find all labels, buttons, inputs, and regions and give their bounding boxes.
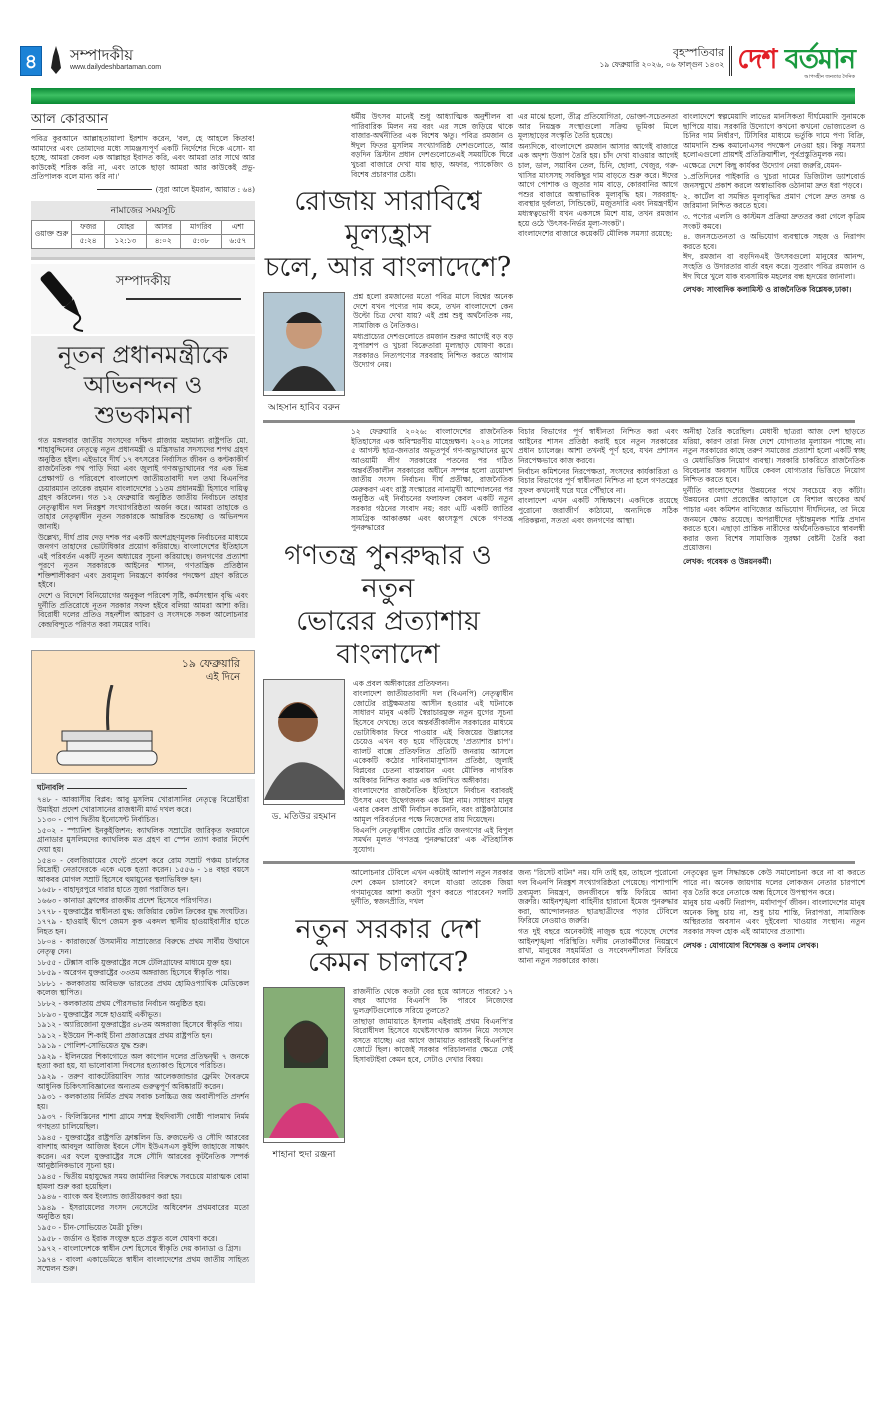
article-2-lead xyxy=(263,427,513,855)
editorial-label: সম্পাদকীয় xyxy=(116,273,171,289)
quran-verse: পবিত্র কুরআনে আল্লাহতায়ালা ইরশাদ করেন, 'বল, হে আহলে কিতাব! আমাদের এবং তোমাদের মধ্যে সামঞ্জস্যপূর্ণ একটি নির্দেশের দিকে এসো- যা হচ্ছে, আমরা কেবল এক আল্লাহর ইবাদত করি, এবং আমরা তার সাথে আর কাউকেই শরিক করি না, এবং তাকে ছাড়া আমরা আর কাউকেই প্রভু-প্রতিপালক বলে মান্য করি না।' xyxy=(31,134,255,182)
author-name: ড. মতিউর রহমান xyxy=(271,811,337,822)
section-title: সম্পাদকীয় xyxy=(70,46,134,64)
author-box xyxy=(263,292,345,414)
article-2-headline xyxy=(263,539,513,671)
event-item: ১৯৭২ - বাংলাদেশকে স্বাধীন দেশ হিসেবে স্বীকৃতি দেয় কানাডা ও গ্রিস। xyxy=(37,1244,241,1254)
this-day-label: এই দিনে xyxy=(205,672,240,684)
quran-section-title: আল কোরআন xyxy=(31,112,108,130)
paragraph: উল্লেখ্য, দীর্ঘ প্রায় দেড় দশক পর একটি অংশগ্রহণমূলক নির্বাচনের মাধ্যমে জনগণ তাহাদের ভোটাধিকার প্রয়োগ করিয়াছে। বাংলাদেশের ইতিহাসে এই পরিবর্তন একটি নূতন অধ্যায়ের সূচনা করিয়াছে। জনগণের প্রত্যাশা পূরণে নূতন সরকারকে আইনের শাসন, গণতান্ত্রিক প্রতিষ্ঠান শক্তিশালীকরণ এবং দ্রব্যমূল্য নিয়ন্ত্রণে কার্যকর পদক্ষেপ গ্রহণ করিতে হইবে। xyxy=(38,532,248,590)
article-3 xyxy=(263,864,865,1166)
event-item: ১৭৭৯ - হাওয়াই দ্বীপে জেমস কুক একদল স্থানীয় হাওয়াইবাসীর হাতে নিহত হন। xyxy=(37,917,249,936)
author-name: আহসান হাবিব বরুন xyxy=(267,403,341,414)
quran-reference: (সুরা আলে ইমরান, আয়াত : ৬৪) xyxy=(31,185,255,195)
events-list xyxy=(31,779,255,1283)
editorial-label-banner xyxy=(31,264,255,334)
paragraph: জন্য "রিসেট বাটন" নয়। যদি তাই হয়, তাহলে পুরোনো দল বিএনপি নিরঙ্কুশ সংখ্যাগরিষ্ঠতা পেয়েছে। পাশাপাশি দ্রব্যমূল্য নিয়ন্ত্রণ, জনজীবনে স্বস্তি ফিরিয়ে আনা জরুরি। আইনশৃঙ্খলা বাহিনীর হারানো ইমেজ পুনরুদ্ধার করা, আন্দোলনরত ছাত্রছাত্রীদের পড়ার টেবিলে ফিরিয়ে নেওয়াও জরুরি। xyxy=(518,868,678,926)
author-name: শাহানা হুদা রঞ্জনা xyxy=(272,1149,336,1160)
paragraph: বিএনপি নেতৃত্বাধীন জোটের প্রতি জনগণের এই বিপুল সমর্থন মূলত 'গণতন্ত্র পুনরুদ্ধারের' এক ঐতিহাসিক সুযোগ। xyxy=(353,825,513,854)
article-1-headline xyxy=(263,185,513,284)
paragraph: ২. কার্টেল বা সমন্বিত মূল্যবৃদ্ধির প্রমাণ পেলে দ্রুত তদন্ত ও জরিমানা নিশ্চিত করতে হবে। xyxy=(683,191,865,211)
paragraph: এক্ষেত্রে দেশে কিছু কার্যকর উদ্যোগ নেয়া জরুরি,যেমন- xyxy=(683,160,842,170)
this-day-date: ১৯ ফেব্রুয়ারি xyxy=(181,657,240,671)
author-byline: লেখক: সাংবাদিক কলামিস্ট ও রাজনৈতিক বিশ্লেষক,ঢাকা। xyxy=(683,285,852,295)
article-3-headline xyxy=(263,913,513,979)
prayer-time: ৬:৫৭ xyxy=(221,234,254,248)
event-item: ১৯১২ - অ্যারিজোনা যুক্তরাষ্ট্রের ৪৮তম অঙ্গরাজ্য হিসেবে স্বীকৃতি পায়। xyxy=(37,1020,243,1030)
paragraph: ধর্মীয় উৎসব মানেই শুধু আধ্যাত্মিক অনুশীলন বা পারিবারিক মিলন নয় বরং এর সঙ্গে জড়িয়ে থাকে বাজার-অর্থনীতির এক বিশেষ ঋতু। পবিত্র রমজান ও ঈদুল ফিতর মুসলিম সংখ্যাগরিষ্ঠ দেশগুলোতে, আর বড়দিন খ্রিস্টান প্রধান দেশগুলোতেএই সময়টিকে ঘিরে খুচরা বাজারে দেখা যায় ছাড়, অফার, প্যাকেজিং ও বিশেষ প্রচারণার চেষ্টা। xyxy=(351,112,513,179)
event-item: ১৭৭৮ - যুক্তরাষ্ট্রের স্বাধীনতা যুদ্ধ: জর্জিয়ার কেটল ক্রিকের যুদ্ধ সংঘটিত। xyxy=(37,906,248,916)
events-list-title: ঘটনাবলি xyxy=(37,783,249,793)
headline-line: নতুন সরকার দেশ xyxy=(295,913,481,945)
prayer-time: ১২:১৩ xyxy=(105,234,146,248)
main-content xyxy=(263,108,865,1167)
paragraph: প্রশ্ন হলো রমজানের মতো পবিত্র মাসে বিশ্বের অনেক দেশে যখন পণ্যের দাম কমে, তখন বাংলাদেশে কেন উল্টো চিত্র দেখা যায়? এই প্রশ্ন শুধু অর্থনৈতিক নয়, সামাজিক ও নৈতিকও। xyxy=(353,292,513,330)
fountain-pen-icon xyxy=(39,267,99,333)
author-byline: লেখক : যোগাযোগ বিশেষজ্ঞ ও কলাম লেখক। xyxy=(683,940,819,950)
event-item: ১৬৫৮ - বাহাদুরপুরে দারার হাতে সুজা পরাজিত হন। xyxy=(37,885,189,895)
event-item: ১৮৮১ - কলকাতায় অবিভক্ত ভারতের প্রথম হোমিওপ্যাথিক মেডিকেল কলেজ স্থাপিত। xyxy=(37,978,249,998)
paragraph: এক প্রবল অঙ্গীকারের প্রতিফলন। xyxy=(353,678,449,688)
prayer-schedule xyxy=(31,201,255,260)
author-photo xyxy=(263,679,345,805)
author-photo xyxy=(263,292,345,396)
paragraph: গত দুই বছরে অনেকটাই নাজুক হয়ে পড়েছে দেশের আইনশৃঙ্খলা পরিস্থিতি। দলীয় নেতাকর্মীদের নিয়ন্ত্রণে রাখা, মানুষের সহমর্মিতা ও সংবেদনশীলতা ফিরিয়ে আনা নতুন সরকারের কাজ। xyxy=(518,926,678,965)
prayer-time: ৫:৩৮ xyxy=(180,234,221,248)
paragraph: অন্যদিকে, বাংলাদেশে রমজান আসার আগেই বাজারে এক অদৃশ্য উত্তাপ তৈরি হয়। চাঁদ দেখা যাওয়ার আগেই চাল, ডাল, সয়াবিন তেল, চিনি, ছোলা, খেজুর, গরু-খাসির মাংসসহ সবকিছুর দাম বাড়তে শুরু করে। ঈদের আগে পোশাক ও জুতার দাম বাড়ে, কোরবানির আগে পশুর বাজারে অস্বাভাবিক মূল্যবৃদ্ধি হয়। সরবরাহ-ব্যবস্থার দুর্বলতা, সিন্ডিকেট, মজুতদারি এবং নিয়ন্ত্রণহীন মধ্যস্বত্বভোগী যখন একসঙ্গে মিশে যায়, তখন রমজান হয়ে ওঠে 'উৎসব-নির্ভর মূল্য-সংকট'। xyxy=(518,141,678,228)
paragraph: আলোচনার টেবিলে এখন একটাই আলাপ নতুন সরকার দেশ কেমন চালাবে? বদলে যাওয়া তারেক জিয়া গণমানুষের আশা কতটা পূরণ করতে পারবেন? দলটি দুর্নীতি, স্বজনপ্রীতি, দখল xyxy=(351,868,513,907)
divider xyxy=(126,298,241,300)
paragraph: ১২ ফেব্রুয়ারি ২০২৬: বাংলাদেশের রাজনৈতিক ইতিহাসের এক অবিস্মরণীয় মাহেন্দ্রক্ষণ। ২০২৪ সালের ৫ আগস্ট ছাত্র-জনতার অভূতপূর্ব গণ-অভ্যুত্থানের মুখে আওয়ামী লীগ সরকারের পতনের পর গঠিত অন্তর্বর্তীকালীন সরকারের অধীনে সম্পন্ন হলো ত্রয়োদশ জাতীয় সংসদ নির্বাচন। দীর্ঘ প্রতীক্ষা, রাজনৈতিক মেরুকরণ এবং রাষ্ট্র সংস্কারের নানামুখী আন্দোলনের পর অনুষ্ঠিত এই নির্বাচনের ফলাফল কেবল একটি নতুন সরকার গঠনের সংবাদ নয়; বরং এটি একটি জাতির সামগ্রিক আকাঙ্ক্ষা এবং ধ্বংসস্তূপ থেকে গণতন্ত্র পুনরুদ্ধারের xyxy=(351,427,513,533)
green-banner-bar xyxy=(31,88,855,104)
this-day-banner xyxy=(31,650,255,774)
prayer-table xyxy=(31,220,255,249)
paragraph: দেশে ও বিদেশে বিনিয়োগের অনুকূল পরিবেশ সৃষ্টি, কর্মসংস্থান বৃদ্ধি এবং দুর্নীতি প্রতিরোধে নূতন সরকার সফল হইবে বলিয়া আমরা আশা করি। বিরোধী দলের প্রতিও সহনশীল আচরণ ও সংসদকে সকল আলোচনার কেন্দ্রবিন্দুতে পরিণত করা সময়ের দাবি। xyxy=(38,591,248,629)
article-1-lower xyxy=(263,292,513,414)
paragraph: ৪. জনসচেতনতা ও অভিযোগ ব্যবস্থাকে সহজ ও নিরাপদ করতে হবে। xyxy=(683,232,865,251)
author-byline: লেখক: গবেষক ও উন্নয়নকর্মী। xyxy=(683,556,772,566)
page-header xyxy=(20,46,855,82)
paragraph: বাংলাদেশে স্বল্পমেয়াদি লাভের মানসিকতা দীর্ঘমেয়াদি সুনামকে ছাপিয়ে যায়। সরকারি উদ্যোগে কখনো কখনো ভোজ্যতেল ও চিনির দাম নির্ধারণ, টিসিবির মাধ্যমে ভর্তুকি দামে পণ্য বিক্রি, আমদানি শুল্ক কমানোএসব পদক্ষেপ নেওয়া হয়। কিন্তু সমস্যা হলোএগুলো প্রায়শই প্রতিক্রিয়াশীল, পূর্বপ্রস্তুতিমূলক নয়। xyxy=(683,112,865,160)
event-item: ১৫০২ - স্প্যানিশ ইনকুইজিশন: ক্যাথলিক সম্রাটের জারিকৃত ফরমানে গ্রানাডার মুসলিমদের ক্যাথলিক মত গ্রহণ বা স্পেন ত্যাগ করার নির্দেশ দেয়া হয়। xyxy=(37,825,249,854)
prayer-name: ফজর xyxy=(72,220,105,234)
article-3-column-3 xyxy=(683,868,865,1160)
event-item: ১৯১২ - ইউয়েন শি-কাই চীনা প্রজাতন্ত্রের প্রথম রাষ্ট্রপতি হন। xyxy=(37,1030,213,1040)
editorial xyxy=(31,336,255,639)
editorial-body xyxy=(38,436,248,630)
event-item: ১৯২৯ - ইলিনয়ের শিকাগোতে অল কাপোন দলের প্রতিদ্বন্দ্বী ৭ জনকে হত্যা করা হয়, যা ভালোবাসা দিবসের হত্যাকাণ্ড হিসেবে পরিচিত। xyxy=(37,1051,249,1071)
event-item: ১৮০৪ - কারাজর্জে উসমানীয় সাম্রাজ্যের বিরুদ্ধে প্রথম সার্বীয় উত্থানে নেতৃত্ব দেন। xyxy=(37,937,249,956)
editorial-headline: নূতন প্রধানমন্ত্রীকে অভিনন্দন ও শুভকামনা xyxy=(57,340,229,429)
headline-line: গণতন্ত্র পুনরুদ্ধার ও নতুন xyxy=(284,539,492,604)
paragraph: ঈদ, রমজান বা বড়দিনএই উৎসবগুলো মানুষের আনন্দ, সংহতি ও উদারতার বার্তা বহন করে। সুতরাং পবিত্র রমজান ও ঈদ ঘিরে খুলে যাক ব্যবসায়িক মহলের বন্ধ হৃদয়ের জানালা। xyxy=(683,252,865,281)
paragraph: রাজনীতি থেকে কতটা বের হয়ে আসতে পারবে? ১৭ বছর আগের বিএনপি কি পারবে নিজেদের ভুলত্রুটিগুলোকে সরিয়ে তুলতে? xyxy=(353,986,513,1015)
pen-nib-icon xyxy=(50,46,62,74)
paragraph: মধ্যপ্রাচ্যের দেশগুলোতে রমজান শুরুর আগেই বড় বড় সুপারশপ ও খুচরা বিক্রেতারা মূল্যছাড় ঘোষণা করে। সরকারও নিত্যপণ্যের সরবরাহ নিশ্চিত করতে আগাম উদ্যোগ নেয়। xyxy=(353,331,513,370)
event-item: ১৫৪০ - বেলজিয়ামের ঘেন্টে প্রবেশ করে রোম সম্রাট পঞ্চম চার্লসের বিদ্রোহী নেতাদেরকে একে একে হত্যা করেন। ১৫৫৬ - ১৪ বছর বয়সে আকবর মোগল সম্রাট হিসেবে হুমায়ুনের স্থলাভিষিক্ত হন। xyxy=(37,855,249,884)
article-3-column-1 xyxy=(353,987,513,1066)
prayer-time: ৫:২৪ xyxy=(72,234,105,248)
paragraph: বাংলাদেশের বাজারে কয়েকটি মৌলিক সমস্যা রয়েছে: xyxy=(518,229,673,239)
article-1-lead xyxy=(263,112,513,414)
event-item: ১৯৪৫ - দ্বিতীয় মহাযুদ্ধের সময় জার্মানির বিরুদ্ধে সবচেয়ে মারাত্মক বোমা হামলা শুরু করা হয়েছিল। xyxy=(37,1172,249,1191)
article-2 xyxy=(263,423,865,861)
article-3-lead xyxy=(263,868,513,1160)
books-quill-icon xyxy=(52,685,162,771)
masthead-logo: দেশ বর্তমান আপসহীন জনতার দৈনিক xyxy=(737,44,855,80)
event-item: ১৯৪৬ - ব্যাংক অব ইংল্যান্ড জাতীয়করণ করা হয়। xyxy=(37,1192,182,1202)
event-item: ১৮৮২ - কলকাতায় প্রথম পৌরসভার নির্বাচন অনুষ্ঠিত হয়। xyxy=(37,998,206,1008)
paragraph: বাংলাদেশ এখন একটি সন্ধিক্ষণে। একদিকে রয়েছে পুরোনো জরাজীর্ণ কাঠামো, অন্যদিকে সঠিক পরিকল্পনা, সততা এবং জনগণের আস্থা। xyxy=(518,496,678,525)
event-item: ১৯৫০ - চীন-সোভিয়েত মৈত্রী চুক্তি। xyxy=(37,1222,143,1232)
event-item: ১৮৫৯ - অরেগন যুক্তরাষ্ট্রের ৩৩তম অঙ্গরাজ্য হিসেবে স্বীকৃতি পায়। xyxy=(37,968,230,978)
article-1 xyxy=(263,108,865,420)
event-item: ১৯৫৮ - জর্ডান ও ইরাক সংযুক্ত হতে প্রস্তুত বলে ঘোষণা করে। xyxy=(37,1233,218,1243)
article-2-intro xyxy=(351,427,513,533)
event-item: ১৯৩১ - কলকাতায় নির্মিত প্রথম সবাক চলচ্চিত্র জয় অবালীপতি প্রদর্শন হয়। xyxy=(37,1092,249,1111)
author-photo xyxy=(263,987,345,1143)
paragraph: ৩. পণ্যের এলসি ও কাস্টমস প্রক্রিয়া দ্রুততর করা গেলে কৃত্রিম সংকট কমবে। xyxy=(683,211,865,231)
article-3-intro xyxy=(351,868,513,906)
page-number: ৪ xyxy=(20,46,42,76)
event-item: ১৯৪৫ - যুক্তরাষ্ট্রের রাষ্ট্রপতি ফ্রাঙ্কলিন ডি. রুজভেল্ট ও সৌদি আরবের বাদশাহ আবদুল আজিজ ইবনে সৌদ ইউএসএস কুইন্সি জাহাজে সাক্ষাৎ করেন। এর ফলে যুক্তরাষ্ট্রের সঙ্গে সৌদি আরবের কূটনৈতিক সম্পর্ক আনুষ্ঠানিকভাবে সূচনা হয়। xyxy=(37,1132,249,1171)
logo-tagline: আপসহীন জনতার দৈনিক xyxy=(804,74,855,80)
event-item: ৭৪৮ - আব্বাসীয় বিপ্লব: আবু মুসলিম খোরাসানির নেতৃত্বে বিদ্রোহীরা উমাইয়া প্রদেশ খোরাসানের রাজধানী মার্ভ দখল করে। xyxy=(37,795,249,814)
article-3-lower xyxy=(263,987,513,1161)
paragraph: তাছাড়া জামায়াতে ইসলাম এইবারই প্রথম বিএনপি'র বিরোধীদল হিসেবে যথেষ্টসংখ্যক আসন নিয়ে সংসদে বসতে যাচ্ছে। এর আগে জামায়াত বরাবরই বিএনপি'র জোটে ছিল। কাজেই সরকার পরিচালনার ক্ষেত্রে সেই হিসাবটাইবা কেমন হবে, সেটাও দেখার বিষয়। xyxy=(353,1016,513,1064)
prayer-name: মাগরিব xyxy=(180,220,221,234)
article-2-lower xyxy=(263,679,513,856)
author-box xyxy=(263,987,345,1161)
event-item: ১৯২৯ - তরুণ ব্যাকটেরিয়াবিদ স্যার আলেকজান্ডার ফ্লেমিং দৈবক্রমে আধুনিক চিকিৎসাবিজ্ঞানের অন্যতম গুরুত্বপূর্ণ অবিষ্কারটি করেন। xyxy=(37,1072,249,1091)
weekday: বৃহস্পতিবার xyxy=(672,46,725,59)
article-3-column-2 xyxy=(518,868,678,1160)
article-2-column-3 xyxy=(683,427,865,855)
event-item: ১৯১৯ - পোলিশ-সোভিয়েত যুদ্ধ শুরু। xyxy=(37,1041,148,1051)
prayer-row-label: ওয়াক্ত শুরু xyxy=(32,220,72,248)
paragraph: বাংলাদেশের রাজনৈতিক ইতিহাসে নির্বাচন বরাবরই উৎসব এবং উদ্বেগজনক এক মিশ্র নাম। সাধারণ মানুষ এবার কেবল প্রার্থী নির্বাচন করেননি, বরং রাষ্ট্রকাঠামোর আমূল পরিবর্তনের পক্ষে নিজেদের রায় দিয়েছেন। xyxy=(353,786,513,824)
event-item: ১৮৯৩ - যুক্তরাষ্ট্রের সঙ্গে হাওয়াই একীভূত। xyxy=(37,1009,161,1019)
paragraph: বিচার বিভাগের পূর্ণ স্বাধীনতা নিশ্চিত করা এবং আইনের শাসন প্রতিষ্ঠা করাই হবে নতুন সরকারের প্রধান চ্যালেঞ্জ। আশা তখনই পূর্ণ হবে, যখন প্রশাসন নিরপেক্ষভাবে কাজ করবে। xyxy=(518,427,678,465)
prayer-name: আসর xyxy=(146,220,180,234)
event-item: ১৯৭৪ - বাংলা একাডেমিতে স্বাধীন বাংলাদেশের প্রথম জাতীয় সাহিত্য সম্মেলন শুরু। xyxy=(37,1254,249,1274)
issue-date: ১৯ ফেব্রুয়ারি ২০২৬, ০৬ ফাল্গুন ১৪৩২ xyxy=(599,60,725,69)
event-item: ১১৩০ - পোপ দ্বিতীয় ইনোসেন্ট নির্বাচিত। xyxy=(37,815,159,825)
article-1-column-1 xyxy=(353,292,513,371)
event-item: ১৯৪৯ - ইসরায়েলের সংসদ নেসেটের অধিবেশন প্রথমবারের মতো অনুষ্ঠিত হয়। xyxy=(37,1202,249,1222)
article-1-column-3 xyxy=(683,112,865,414)
prayer-time: ৪:০২ xyxy=(146,234,180,248)
paragraph: ১.প্রতিদিনের পাইকারি ও খুচরা দামের ডিজিটাল ড্যাশবোর্ড জনসম্মুখে প্রকাশ করলে অস্বাভাবিক ওঠানামা দ্রুত ধরা পড়বে। xyxy=(683,171,865,191)
paragraph: নেতৃত্বের ভুল সিদ্ধান্তকে কেউ সমালোচনা করে না বা করতে পারে না। অনেক জায়গায় দলের লোকজন নেতার চারপাশে বৃত্ত তৈরি করে নেতাকে অন্ধ হিসেবে উপস্থাপন করে। xyxy=(683,868,865,897)
headline-line: রোজায় সারাবিশ্বে মূল্যহ্রাস xyxy=(294,186,482,251)
paragraph: দুর্নীতি বাংলাদেশের উন্নয়নের পথে সবচেয়ে বড় কাঁটা। উন্নয়নের মেগা প্রজেক্টের আড়ালে যে বিশাল অংকের অর্থ পাচার এবং কমিশন বাণিজ্যের অভিযোগ দীর্ঘদিনের, তা নিয়ে জনমনে ক্ষোভ রয়েছে। অপরাধীদের দৃষ্টান্তমূলক শাস্তি প্রদান করতে হবে। এছাড়া প্রান্তিক নারীদের অর্থনৈতিকভাবে স্বাবলম্বী করার জন্য বিশেষ সামাজিক সুরক্ষা বেষ্টনী তৈরি করা প্রয়োজন। xyxy=(683,485,865,553)
headline-line: ভোরের প্রত্যাশায় বাংলাদেশ xyxy=(296,605,480,670)
event-item: ১৬৬৩ - কানাডা ফ্রান্সের রাজকীয় প্রদেশ হিসেবে পরিগণিত। xyxy=(37,895,212,905)
paragraph: অনীহা তৈরি করেছিল। মেধাবী ছাত্ররা আজ দেশ ছাড়তে মরিয়া, কারণ তারা নিজ দেশে যোগ্যতার মূল্যায়ন পাচ্ছে না। নতুন সরকারের কাছে তরুণ সমাজের প্রত্যাশা হলো একটি স্বচ্ছ ও মেধাভিত্তিক নিয়োগ ব্যবস্থা। সরকারি চাকরিতে রাজনৈতিক বিবেচনার অবসান ঘটিয়ে কেবল যোগ্যতার ভিত্তিতে নিয়োগ নিশ্চিত করতে হবে। xyxy=(683,427,865,485)
event-item: ১৯৩৭ - ফিলিস্তিনের শাশা গ্রামে সশস্ত্র ইহুদিবাসী গোষ্ঠী পালমাখ নির্মম গণহত্যা চালিয়েছিল। xyxy=(37,1112,249,1132)
headline-line: চলে, আর বাংলাদেশে? xyxy=(264,252,512,284)
header-divider xyxy=(729,46,732,76)
event-item: ১৮৫৫ - টেক্সাস বাকি যুক্তরাষ্ট্রের সঙ্গে টেলিগ্রাফের মাধ্যমে যুক্ত হয়। xyxy=(37,957,232,967)
paragraph: এর মাঝে হলো, তীব্র প্রতিযোগিতা, ভোক্তা-সচেতনতা আর নিয়ন্ত্রক সংস্থাগুলো সক্রিয় ভূমিকা মিলে মূল্যছাড়ের সংস্কৃতি তৈরি হয়েছে। xyxy=(518,112,678,141)
paragraph: মানুষ চায় একটি নিরাপদ, মর্যাদাপূর্ণ জীবন। বাংলাদেশের মানুষ অনেক কিছু চায় না, শুধু চায় শান্তি, নিরাপত্তা, সামাজিক অস্থিরতার অবসান এবং দুইবেলা খাওয়ার সংস্থান। নতুন সরকার সফল হোক এই আমাদের প্রত্যাশা। xyxy=(683,898,865,936)
headline-line: কেমন চালাবে? xyxy=(307,946,469,978)
prayer-name: এশা xyxy=(221,220,254,234)
prayer-name: যোহর xyxy=(105,220,146,234)
article-2-column-2 xyxy=(518,427,678,855)
website-link[interactable]: www.dailydeshbartaman.com xyxy=(70,64,162,71)
author-box xyxy=(263,679,345,823)
article-1-column-2 xyxy=(518,112,678,414)
paragraph: বাংলাদেশ জাতীয়তাবাদী দল (বিএনপি) নেতৃত্বাধীন জোটের রাষ্ট্রক্ষমতায় আসীন হওয়ার এই ঘটনাকে সাধারণ মানুষ একটি স্বৈরাচারমুক্ত নতুন যুগের সূচনা হিসেবে দেখছে। তবে অন্তর্বর্তীকালীন সরকারের মাধ্যমে ভোটাধিকার ফিরে পাওয়ার এই বিজয়ের উল্লাসের চেয়েও এখন বড় হয়ে দাঁড়িয়েছে 'প্রত্যাশার চাপ'। ব্যালট বাক্সে প্রতিফলিত প্রতিটি জনরায় আসলে একেকটি কঠোর দাবিনামাসুশাসন প্রতিষ্ঠা, জুলাই বিপ্লবের চেতনা বাস্তবায়ন এবং মৌলিক নাগরিক অধিকার নিশ্চিত করার এক অলিখিত অঙ্গীকার। xyxy=(353,689,513,785)
left-column xyxy=(31,108,255,1283)
prayer-schedule-title: নামাজের সময়সূচি xyxy=(110,205,176,216)
paragraph: গত মঙ্গলবার জাতীয় সংসদের দক্ষিণ প্লাজায় মহামান্য রাষ্ট্রপতি মো. শাহাবুদ্দিনের নেতৃত্বে নতুন প্রধানমন্ত্রী ও মন্ত্রিসভার সদস্যদের শপথ গ্রহণ অনুষ্ঠিত হইল। এইভাবে দীর্ঘ ১৭ বৎসরের নির্বাসিত জীবন ও কণ্টকাকীর্ণ রাজনৈতিক পথ পাড়ি দিয়া এবং জুলাই গণঅভ্যুত্থানের পর এক ভিন্ন প্রেক্ষাপট ও পরিবেশে বাংলাদেশ জাতীয়তাবাদী দল তথা বিএনপির চেয়ারম্যান তারেক রহমান বাংলাদেশের ১১তম প্রধানমন্ত্রী হিসাবে দায়িত্ব গ্রহণ করিলেন। গত ১২ ফেব্রুয়ারি অনুষ্ঠিত জাতীয় নির্বাচনে তাহার নেতৃত্বাধীন দল নিরঙ্কুশ সংখ্যাগরিষ্ঠতা অর্জন করে। আমরা তাহাকে ও তাহার নেতৃত্বাধীন নূতন সরকারকে আন্তরিক শুভেচ্ছা ও অভিনন্দন জানাই। xyxy=(38,435,248,531)
paragraph: নির্বাচন কমিশনের নিরপেক্ষতা, সংসদের কার্যকারিতা ও বিচার বিভাগের পূর্ণ স্বাধীনতা নিশ্চিত না হলে গণতন্ত্রের সুফল কখনোই ঘরে ঘরে পৌঁছাবে না। xyxy=(518,466,678,495)
article-2-column-1 xyxy=(353,679,513,856)
article-1-intro xyxy=(351,112,513,179)
